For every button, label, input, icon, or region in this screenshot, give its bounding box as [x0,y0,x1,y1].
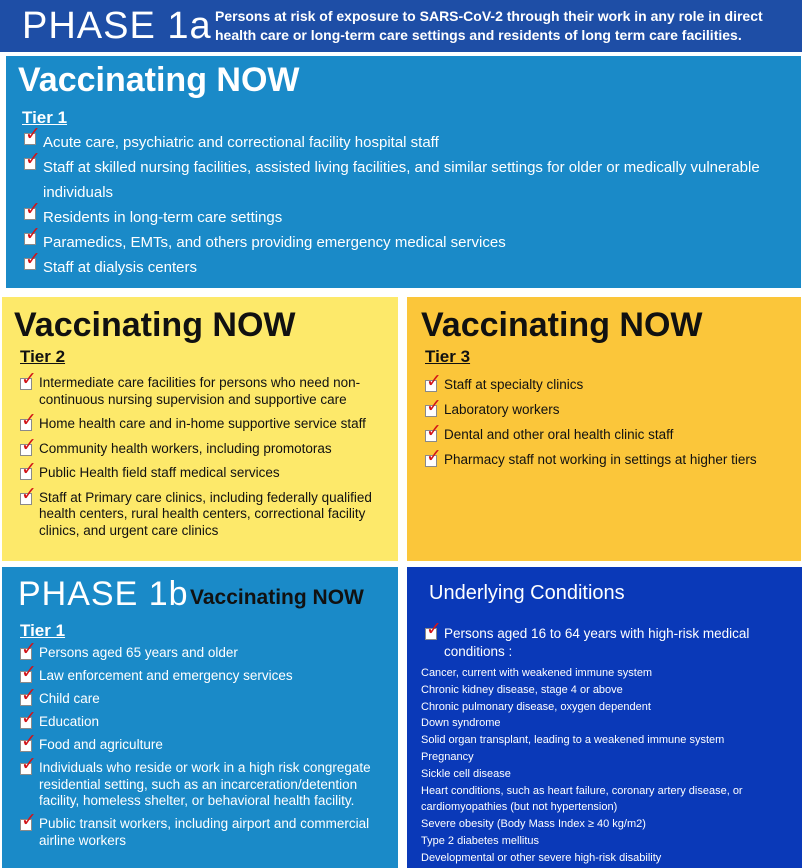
checkmark-icon [425,455,437,467]
checkmark-icon [20,378,32,390]
checkmark-icon [20,740,32,752]
phase-1a-description: Persons at risk of exposure to SARS-CoV-2 through their work in any role in direct health care or long-term care settings and residents of long term care facilities. [215,8,763,43]
phase-1b-panel [2,567,398,868]
list-item: ✓ Paramedics, EMTs, and others providing emergency medical services [24,230,784,255]
vaccinating-now-title: Vaccinating NOW [18,61,300,99]
list-item: ✓ Intermediate care facilities for persons who need non-continuous nursing supervision and supportive care [20,375,392,408]
condition-item: Down syndrome [421,717,501,730]
tier-3-list [425,377,795,477]
phase-1a-tier-3-panel [407,297,801,561]
phase-1a-header [0,0,802,52]
checkmark-icon [425,380,437,392]
list-item: ✓ Staff at skilled nursing facilities, assisted living facilities, and similar settings for older or medically vulnerable individuals [24,155,784,205]
phase-1a-tier-2-panel [2,297,398,561]
tier-1-list [24,130,784,280]
list-item: ✓ Residents in long-term care settings [24,205,784,230]
vaccinating-now-title: Vaccinating NOW [14,306,296,344]
phase-1b-list [20,645,392,856]
list-item: ✓ Persons aged 16 to 64 years with high-risk medical conditions : [425,625,795,660]
list-item: ✓ Staff at Primary care clinics, including federally qualified health centers, rural health centers, correctional facility clinics, and urgent care clinics [20,490,392,540]
condition-item: Type 2 diabetes mellitus [421,834,540,847]
checkmark-icon [425,430,437,442]
condition-item: Sickle cell disease [421,767,511,780]
checkmark-icon [24,208,36,220]
list-item: ✓ Staff at specialty clinics [425,377,795,394]
checkmark-icon [20,717,32,729]
checkmark-icon [20,819,32,831]
condition-item: Chronic kidney disease, stage 4 or above [421,683,623,696]
condition-item: Severe obesity (Body Mass Index ≥ 40 kg/m2) [421,818,646,831]
checkmark-icon [20,694,32,706]
list-item: ✓ Persons aged 65 years and older [20,645,392,662]
list-item: ✓ Community health workers, including promotoras [20,441,392,458]
phase-1a-title: PHASE 1a [22,5,212,47]
conditions-main-list [425,625,795,660]
checkmark-icon [20,444,32,456]
list-item: ✓ Individuals who reside or work in a high risk congregate residential setting, such as an incarceration/detention facility, homeless shelter, or behavioral health facility. [20,760,392,810]
condition-item: Chronic pulmonary disease, oxygen dependent [421,700,651,713]
list-item: ✓ Staff at dialysis centers [24,255,784,280]
condition-item: Pregnancy [421,750,474,763]
checkmark-icon [20,763,32,775]
tier-label: Tier 1 [22,108,68,127]
condition-item: Developmental or other severe high-risk disability [421,851,662,864]
checkmark-icon [425,405,437,417]
list-item: ✓ Pharmacy staff not working in settings at higher tiers [425,452,795,469]
phase-1b-title: PHASE 1b [18,575,189,613]
tier-label: Tier 3 [425,347,471,366]
checkmark-icon [425,628,437,640]
checkmark-icon [20,468,32,480]
checkmark-icon [24,258,36,270]
list-item: ✓ Public transit workers, including airport and commercial airline workers [20,816,392,849]
checkmark-icon [20,648,32,660]
tier-label: Tier 1 [20,621,66,640]
list-item: ✓ Food and agriculture [20,737,392,754]
underlying-conditions-panel [407,567,802,868]
checkmark-icon [24,158,36,170]
list-item: ✓ Education [20,714,392,731]
condition-item: Cancer, current with weakened immune system [421,667,653,679]
tier-label: Tier 2 [20,347,66,366]
phase-1a-tier-1-panel [6,56,801,288]
underlying-conditions-title: Underlying Conditions [429,582,625,604]
list-item: ✓ Child care [20,691,392,708]
checkmark-icon [20,419,32,431]
condition-item: Solid organ transplant, leading to a weakened immune system [421,734,725,747]
list-item: ✓ Dental and other oral health clinic staff [425,427,795,444]
vaccinating-now-title: Vaccinating NOW [190,586,364,609]
list-item: ✓ Laboratory workers [425,402,795,419]
list-item: ✓ Law enforcement and emergency services [20,668,392,685]
condition-item: Heart conditions, such as heart failure, coronary artery disease, or cardiomyopathies (but not hypertension) [421,784,743,814]
list-item: ✓ Home health care and in-home supportive service staff [20,416,392,433]
vaccinating-now-title: Vaccinating NOW [421,306,703,344]
list-item: ✓ Acute care, psychiatric and correctional facility hospital staff [24,130,784,155]
checkmark-icon [20,671,32,683]
list-item: ✓ Public Health field staff medical services [20,465,392,482]
checkmark-icon [24,233,36,245]
checkmark-icon [24,133,36,145]
checkmark-icon [20,493,32,505]
conditions-list [421,665,799,867]
tier-2-list [20,375,392,547]
